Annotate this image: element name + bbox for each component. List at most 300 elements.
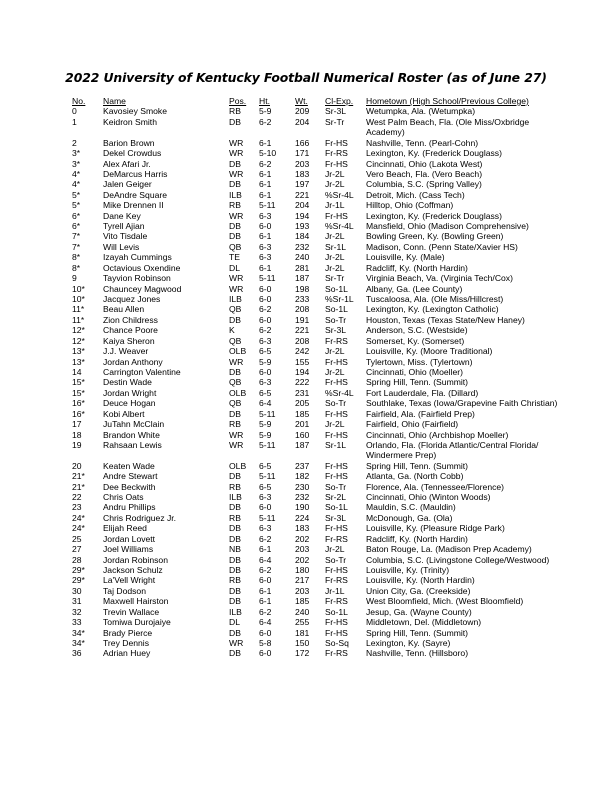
- player-weight: 182: [295, 471, 310, 482]
- player-height: 6-2: [259, 304, 272, 315]
- player-number: 16*: [72, 398, 85, 409]
- player-position: DB: [229, 627, 241, 638]
- player-position: ILB: [229, 189, 242, 200]
- roster-row: [72, 607, 564, 617]
- player-name: Kobi Albert: [103, 408, 145, 419]
- player-class-experience: So-Tr: [325, 481, 347, 492]
- player-name: Taj Dodson: [103, 585, 146, 596]
- player-height: 6-0: [259, 575, 272, 586]
- roster-row: [72, 555, 564, 565]
- player-height: 6-5: [259, 387, 272, 398]
- player-number: 7*: [72, 231, 81, 242]
- player-number: 8*: [72, 262, 81, 273]
- player-weight: 171: [295, 148, 310, 159]
- player-position: WR: [229, 148, 244, 159]
- player-class-experience: Jr-2L: [325, 179, 345, 190]
- player-name: Zion Childress: [103, 314, 158, 325]
- player-number: 15*: [72, 377, 85, 388]
- player-class-experience: Jr-2L: [325, 419, 345, 430]
- column-header-number: No.: [72, 96, 86, 106]
- roster-row: [72, 336, 564, 346]
- player-weight: 240: [295, 606, 310, 617]
- player-name: Trevin Wallace: [103, 606, 160, 617]
- player-hometown: Fairfield, Ala. (Fairfield Prep): [366, 408, 475, 419]
- roster-row: [72, 346, 564, 356]
- player-name: Joel Williams: [103, 544, 154, 555]
- player-number: 30: [72, 585, 82, 596]
- roster-row: [72, 242, 564, 252]
- player-weight: 217: [295, 575, 310, 586]
- player-position: QB: [229, 335, 242, 346]
- player-position: WR: [229, 356, 244, 367]
- player-height: 6-0: [259, 314, 272, 325]
- player-hometown: Spring Hill, Tenn. (Summit): [366, 377, 469, 388]
- player-height: 6-5: [259, 481, 272, 492]
- roster-row: [72, 523, 564, 533]
- player-position: OLB: [229, 346, 247, 357]
- player-hometown: Anderson, S.C. (Westside): [366, 325, 468, 336]
- player-number: 25: [72, 533, 82, 544]
- player-position: RB: [229, 481, 241, 492]
- player-weight: 232: [295, 241, 310, 252]
- player-position: QB: [229, 398, 242, 409]
- roster-body: [72, 106, 564, 658]
- player-height: 6-1: [259, 585, 272, 596]
- player-weight: 281: [295, 262, 310, 273]
- player-weight: 203: [295, 544, 310, 555]
- player-height: 5-10: [259, 148, 277, 159]
- player-position: ILB: [229, 606, 242, 617]
- player-position: DB: [229, 502, 241, 513]
- player-name: Jackson Schulz: [103, 564, 163, 575]
- player-weight: 208: [295, 335, 310, 346]
- player-position: WR: [229, 210, 244, 221]
- roster-row: [72, 367, 564, 377]
- player-class-experience: So-1L: [325, 606, 348, 617]
- player-name: Trey Dennis: [103, 637, 150, 648]
- roster-row: [72, 190, 564, 200]
- player-hometown: Fort Lauderdale, Fla. (Dillard): [366, 387, 479, 398]
- player-class-experience: Jr-2L: [325, 168, 345, 179]
- player-class-experience: Sr-3L: [325, 325, 347, 336]
- roster-row: [72, 430, 564, 440]
- player-number: 2: [72, 137, 77, 148]
- player-hometown: Louisville, Ky. (Trinity): [366, 564, 450, 575]
- player-position: DL: [229, 617, 240, 628]
- roster-row: [72, 106, 564, 116]
- player-hometown: Louisville, Ky. (Male): [366, 252, 445, 263]
- player-class-experience: So-1L: [325, 304, 348, 315]
- player-weight: 183: [295, 168, 310, 179]
- player-number: 12*: [72, 325, 85, 336]
- player-class-experience: Fr-RS: [325, 335, 348, 346]
- roster-row: [72, 648, 564, 658]
- player-weight: 187: [295, 439, 310, 450]
- roster-row: [72, 179, 564, 189]
- player-weight: 255: [295, 617, 310, 628]
- roster-title: 2022 University of Kentucky Football Numerical Roster (as of June 27): [65, 70, 547, 85]
- player-weight: 197: [295, 179, 310, 190]
- player-hometown: Mauldin, S.C. (Mauldin): [366, 502, 456, 513]
- player-number: 18: [72, 429, 82, 440]
- roster-row: [72, 502, 564, 512]
- player-number: 23: [72, 502, 82, 513]
- player-hometown: Cincinnati, Ohio (Moeller): [366, 366, 463, 377]
- player-name: Alex Afari Jr.: [103, 158, 151, 169]
- player-position: DB: [229, 648, 241, 659]
- player-name: JuTahn McClain: [103, 419, 165, 430]
- column-header-name: Name: [103, 96, 126, 106]
- player-number: 9: [72, 273, 77, 284]
- roster-row: [72, 148, 564, 158]
- player-class-experience: Fr-HS: [325, 158, 348, 169]
- player-name: Chris Rodriguez Jr.: [103, 512, 177, 523]
- player-name: Rahsaan Lewis: [103, 439, 162, 450]
- player-number: 34*: [72, 637, 85, 648]
- player-number: 16*: [72, 408, 85, 419]
- player-weight: 230: [295, 481, 310, 492]
- player-hometown: Lexington, Ky. (Frederick Douglass): [366, 210, 502, 221]
- player-name: Tayvion Robinson: [103, 273, 171, 284]
- player-number: 8*: [72, 252, 81, 263]
- roster-row: [72, 252, 564, 262]
- player-weight: 224: [295, 512, 310, 523]
- player-hometown: Radcliff, Ky. (North Hardin): [366, 262, 468, 273]
- roster-row: [72, 482, 564, 492]
- player-class-experience: So-1L: [325, 502, 348, 513]
- player-height: 5-11: [259, 439, 276, 450]
- player-weight: 190: [295, 502, 310, 513]
- player-number: 12*: [72, 335, 85, 346]
- player-position: ILB: [229, 492, 242, 503]
- player-weight: 231: [295, 387, 310, 398]
- player-class-experience: Fr-HS: [325, 408, 348, 419]
- player-hometown: Lexington, Ky. (Sayre): [366, 637, 451, 648]
- player-class-experience: Fr-RS: [325, 148, 348, 159]
- player-height: 6-2: [259, 564, 272, 575]
- player-weight: 221: [295, 189, 310, 200]
- player-name: Chance Poore: [103, 325, 158, 336]
- player-height: 6-1: [259, 544, 272, 555]
- player-height: 6-3: [259, 377, 272, 388]
- player-hometown: Nashville, Tenn. (Hillsboro): [366, 648, 469, 659]
- player-class-experience: Jr-2L: [325, 544, 345, 555]
- player-weight: 183: [295, 523, 310, 534]
- player-class-experience: Fr-RS: [325, 533, 348, 544]
- player-hometown: Baton Rouge, La. (Madison Prep Academy): [366, 544, 532, 555]
- player-height: 5-9: [259, 106, 272, 117]
- player-height: 6-2: [259, 606, 272, 617]
- player-weight: 184: [295, 231, 310, 242]
- player-hometown: Columbia, S.C. (Livingstone College/Westwood): [366, 554, 550, 565]
- player-hometown: Southlake, Texas (Iowa/Grapevine Faith Christian): [366, 398, 558, 409]
- player-hometown: Cincinnati, Ohio (Winton Woods): [366, 492, 491, 503]
- player-number: 13*: [72, 346, 85, 357]
- roster-row: [72, 138, 564, 148]
- player-height: 6-1: [259, 168, 272, 179]
- player-position: TE: [229, 252, 240, 263]
- player-number: 1: [72, 116, 77, 127]
- player-hometown: Houston, Texas (Texas State/New Haney): [366, 314, 525, 325]
- roster-row: [72, 544, 564, 554]
- player-weight: 194: [295, 366, 310, 377]
- player-position: DB: [229, 408, 241, 419]
- player-class-experience: Sr-Tr: [325, 116, 345, 127]
- player-hometown: Tylertown, Miss. (Tylertown): [366, 356, 473, 367]
- player-name: Tyrell Ajian: [103, 221, 145, 232]
- player-name: Kaiya Sheron: [103, 335, 155, 346]
- player-height: 5-9: [259, 429, 272, 440]
- player-name: La'Vell Wright: [103, 575, 156, 586]
- player-name: Mike Drennen II: [103, 200, 164, 211]
- player-number: 3*: [72, 148, 81, 159]
- player-hometown: Cincinnati, Ohio (Lakota West): [366, 158, 483, 169]
- player-hometown: Louisville, Ky. (Moore Traditional): [366, 346, 493, 357]
- player-position: NB: [229, 544, 241, 555]
- player-hometown: Vero Beach, Fla. (Vero Beach): [366, 168, 483, 179]
- player-class-experience: Fr-HS: [325, 137, 348, 148]
- player-weight: 185: [295, 408, 310, 419]
- player-class-experience: Fr-HS: [325, 356, 348, 367]
- player-name: Jacquez Jones: [103, 294, 161, 305]
- player-name: Will Levis: [103, 241, 140, 252]
- player-hometown: McDonough, Ga. (Ola): [366, 512, 453, 523]
- player-position: RB: [229, 200, 241, 211]
- player-name: Vito Tisdale: [103, 231, 148, 242]
- player-class-experience: So-Tr: [325, 398, 347, 409]
- player-number: 10*: [72, 283, 85, 294]
- player-class-experience: Fr-HS: [325, 210, 348, 221]
- player-name: Barion Brown: [103, 137, 155, 148]
- player-name: Tomiwa Durojaiye: [103, 617, 171, 628]
- roster-row: [72, 117, 564, 138]
- player-weight: 232: [295, 492, 310, 503]
- player-number: 5*: [72, 189, 81, 200]
- roster-row: [72, 440, 564, 461]
- player-class-experience: Fr-HS: [325, 564, 348, 575]
- player-hometown: Detroit, Mich. (Cass Tech): [366, 189, 465, 200]
- player-number: 22: [72, 492, 82, 503]
- player-weight: 172: [295, 648, 310, 659]
- player-name: Jordan Anthony: [103, 356, 163, 367]
- player-name: Octavious Oxendine: [103, 262, 181, 273]
- player-position: RB: [229, 575, 241, 586]
- player-position: DB: [229, 596, 241, 607]
- roster-row: [72, 231, 564, 241]
- column-header-hometown: Hometown (High School/Previous College): [366, 96, 529, 106]
- player-number: 3*: [72, 158, 81, 169]
- player-height: 5-8: [259, 637, 272, 648]
- player-number: 14: [72, 366, 82, 377]
- player-position: DB: [229, 554, 241, 565]
- column-header-weight: Wt.: [295, 96, 308, 106]
- player-position: WR: [229, 168, 244, 179]
- roster-row: [72, 586, 564, 596]
- player-position: OLB: [229, 460, 247, 471]
- player-class-experience: Jr-1L: [325, 585, 345, 596]
- player-name: Brandon White: [103, 429, 160, 440]
- player-height: 6-1: [259, 189, 272, 200]
- player-hometown: Somerset, Ky. (Somerset): [366, 335, 465, 346]
- player-height: 6-2: [259, 116, 272, 127]
- roster-row: [72, 284, 564, 294]
- player-height: 6-3: [259, 241, 272, 252]
- player-position: K: [229, 325, 235, 336]
- player-class-experience: %Sr-4L: [325, 189, 354, 200]
- player-height: 6-3: [259, 252, 272, 263]
- player-hometown: Louisville, Ky. (Pleasure Ridge Park): [366, 523, 505, 534]
- player-class-experience: So-Tr: [325, 314, 347, 325]
- roster-row: [72, 513, 564, 523]
- player-height: 6-5: [259, 346, 272, 357]
- player-name: DeAndre Square: [103, 189, 168, 200]
- player-class-experience: Fr-HS: [325, 429, 348, 440]
- player-number: 24*: [72, 523, 85, 534]
- player-position: OLB: [229, 387, 247, 398]
- roster-row: [72, 315, 564, 325]
- player-weight: 180: [295, 564, 310, 575]
- player-height: 6-1: [259, 137, 272, 148]
- player-height: 6-1: [259, 262, 272, 273]
- roster-row: [72, 377, 564, 387]
- player-number: 19: [72, 439, 82, 450]
- player-number: 24*: [72, 512, 85, 523]
- player-name: Jordan Wright: [103, 387, 157, 398]
- player-class-experience: Sr-2L: [325, 492, 347, 503]
- player-weight: 201: [295, 419, 310, 430]
- player-weight: 208: [295, 304, 310, 315]
- player-name: Kavosiey Smoke: [103, 106, 168, 117]
- player-number: 4*: [72, 179, 81, 190]
- player-number: 33: [72, 617, 82, 628]
- player-class-experience: %Sr-1L: [325, 294, 354, 305]
- player-hometown: West Bloomfield, Mich. (West Bloomfield): [366, 596, 524, 607]
- player-class-experience: Fr-RS: [325, 648, 348, 659]
- player-weight: 193: [295, 221, 310, 232]
- player-position: DL: [229, 262, 240, 273]
- player-hometown: Atlanta, Ga. (North Cobb): [366, 471, 464, 482]
- player-number: 11*: [72, 304, 85, 315]
- player-weight: 222: [295, 377, 310, 388]
- player-height: 6-3: [259, 210, 272, 221]
- player-name: Destin Wade: [103, 377, 152, 388]
- player-class-experience: Sr-3L: [325, 106, 347, 117]
- player-number: 32: [72, 606, 82, 617]
- player-number: 27: [72, 544, 82, 555]
- player-position: QB: [229, 304, 242, 315]
- roster-row: [72, 409, 564, 419]
- player-height: 5-11: [259, 200, 276, 211]
- player-number: 7*: [72, 241, 81, 252]
- player-position: RB: [229, 512, 241, 523]
- player-hometown: Spring Hill, Tenn. (Summit): [366, 627, 469, 638]
- roster-table: [72, 96, 564, 659]
- player-hometown: Cincinnati, Ohio (Archbishop Moeller): [366, 429, 509, 440]
- player-height: 6-0: [259, 221, 272, 232]
- player-weight: 160: [295, 429, 310, 440]
- player-height: 6-0: [259, 627, 272, 638]
- player-class-experience: Fr-HS: [325, 617, 348, 628]
- player-hometown: Nashville, Tenn. (Pearl-Cohn): [366, 137, 479, 148]
- player-hometown: Union City, Ga. (Creekside): [366, 585, 471, 596]
- player-class-experience: Jr-2L: [325, 346, 345, 357]
- player-height: 5-9: [259, 356, 272, 367]
- player-name: Dane Key: [103, 210, 141, 221]
- player-hometown: Fairfield, Ohio (Fairfield): [366, 419, 459, 430]
- player-position: DB: [229, 564, 241, 575]
- player-position: WR: [229, 137, 244, 148]
- player-position: QB: [229, 241, 242, 252]
- player-number: 0: [72, 106, 77, 117]
- player-number: 6*: [72, 210, 81, 221]
- player-name: Adrian Huey: [103, 648, 151, 659]
- player-class-experience: Jr-2L: [325, 366, 345, 377]
- player-class-experience: Fr-RS: [325, 596, 348, 607]
- roster-row: [72, 388, 564, 398]
- player-weight: 202: [295, 533, 310, 544]
- player-number: 6*: [72, 221, 81, 232]
- player-position: ILB: [229, 294, 242, 305]
- player-name: Maxwell Hairston: [103, 596, 169, 607]
- player-position: DB: [229, 179, 241, 190]
- player-name: Brady Pierce: [103, 627, 153, 638]
- player-height: 5-11: [259, 408, 276, 419]
- player-number: 20: [72, 460, 82, 471]
- player-number: 13*: [72, 356, 85, 367]
- player-position: WR: [229, 429, 244, 440]
- player-class-experience: So-Sq: [325, 637, 349, 648]
- player-position: WR: [229, 439, 244, 450]
- roster-row: [72, 357, 564, 367]
- player-height: 6-4: [259, 617, 272, 628]
- roster-row: [72, 221, 564, 231]
- player-weight: 166: [295, 137, 310, 148]
- roster-row: [72, 294, 564, 304]
- player-number: 29*: [72, 575, 85, 586]
- player-height: 6-2: [259, 325, 272, 336]
- player-name: Elijah Reed: [103, 523, 147, 534]
- player-height: 6-3: [259, 492, 272, 503]
- player-position: DB: [229, 533, 241, 544]
- player-name: Dee Beckwith: [103, 481, 156, 492]
- roster-row: [72, 628, 564, 638]
- player-number: 5*: [72, 200, 81, 211]
- player-height: 6-4: [259, 554, 272, 565]
- player-position: DB: [229, 116, 241, 127]
- player-name: Chris Oats: [103, 492, 144, 503]
- player-weight: 242: [295, 346, 310, 357]
- player-hometown: Tuscaloosa, Ala. (Ole Miss/Hillcrest): [366, 294, 504, 305]
- player-height: 5-11: [259, 512, 276, 523]
- player-weight: 240: [295, 252, 310, 263]
- player-name: DeMarcus Harris: [103, 168, 168, 179]
- player-weight: 194: [295, 210, 310, 221]
- player-position: DB: [229, 366, 241, 377]
- player-height: 6-3: [259, 523, 272, 534]
- player-number: 34*: [72, 627, 85, 638]
- player-hometown: Florence, Ala. (Tennessee/Florence): [366, 481, 505, 492]
- column-header-class-experience: Cl-Exp.: [325, 96, 354, 106]
- player-weight: 203: [295, 585, 310, 596]
- player-name: Andru Phillips: [103, 502, 156, 513]
- player-height: 6-0: [259, 502, 272, 513]
- roster-row: [72, 596, 564, 606]
- player-class-experience: Jr-2L: [325, 252, 345, 263]
- player-name: Dekel Crowdus: [103, 148, 162, 159]
- roster-row: [72, 419, 564, 429]
- player-class-experience: So-Tr: [325, 554, 347, 565]
- player-height: 6-0: [259, 283, 272, 294]
